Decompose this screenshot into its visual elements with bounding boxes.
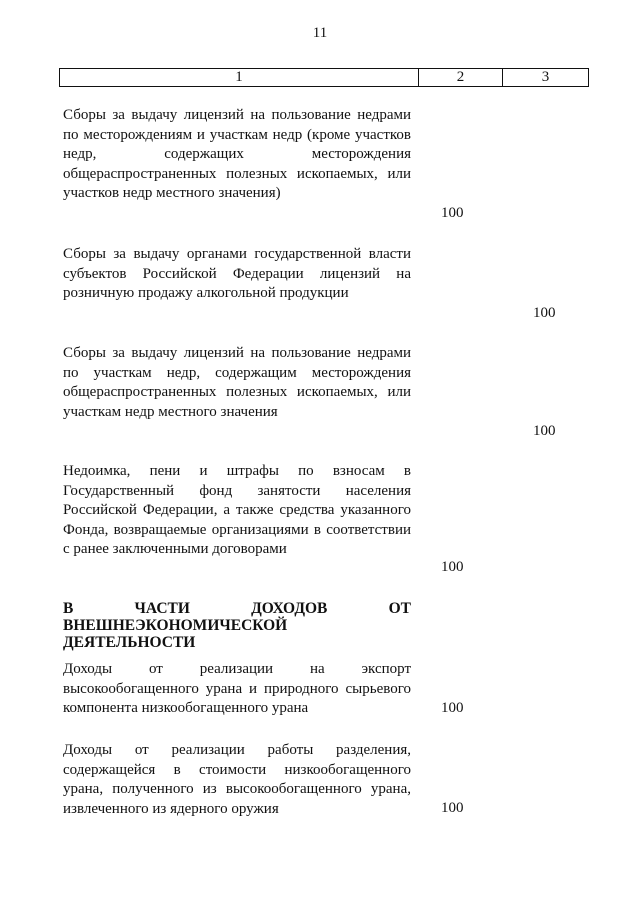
entry-text: Сборы за выдачу органами государственной власти субъектов Российской Федерации лицензий на розничную продажу алкогольной продукции — [63, 246, 411, 301]
entry-text: Доходы от реализации работы разделения, содержащейся в стоимости низкообогащенного урана, полученного из высокообогащенного урана, извлеченного из ядерного оружия — [63, 742, 411, 817]
section-heading: В ЧАСТИ ДОХОДОВ ОТ ВНЕШНЕЭКОНОМИЧЕСКОЙ ДЕЯТЕЛЬНОСТИ — [63, 600, 411, 651]
entry-value-col2: 100 — [441, 700, 464, 716]
entry-value-col3: 100 — [533, 423, 556, 439]
entry-text: Доходы от реализации на экспорт высокообогащенного урана и природного сырьевого компонента низкообогащенного урана — [63, 661, 411, 716]
entry-text: Сборы за выдачу лицензий на пользование недрами по участкам недр, содержащим месторождения общераспространенных полезных ископаемых, или участкам недр местного значения — [63, 345, 411, 420]
entry-text: Недоимка, пени и штрафы по взносам в Государственный фонд занятости населения Российской Федерации, а также средства указанного Фонда, возвращаемые организациями в соответствии с ранее заключенными договорами — [63, 463, 411, 557]
page-number: 11 — [312, 25, 328, 41]
entry-value-col2: 100 — [441, 559, 464, 575]
column-header-1: 1 — [60, 69, 419, 86]
entry-value-col2: 100 — [441, 205, 464, 221]
table-header — [59, 68, 589, 87]
column-header-2: 2 — [419, 69, 503, 86]
column-header-3: 3 — [541, 69, 550, 85]
entry-text: Сборы за выдачу лицензий на пользование недрами по месторождениям и участкам недр (кроме участков недр, содержащих месторождения общераспространенных полезных ископаемых, или участков недр местного значения) — [63, 107, 411, 201]
entry-value-col3: 100 — [533, 305, 556, 321]
entry-value-col2: 100 — [441, 800, 464, 816]
